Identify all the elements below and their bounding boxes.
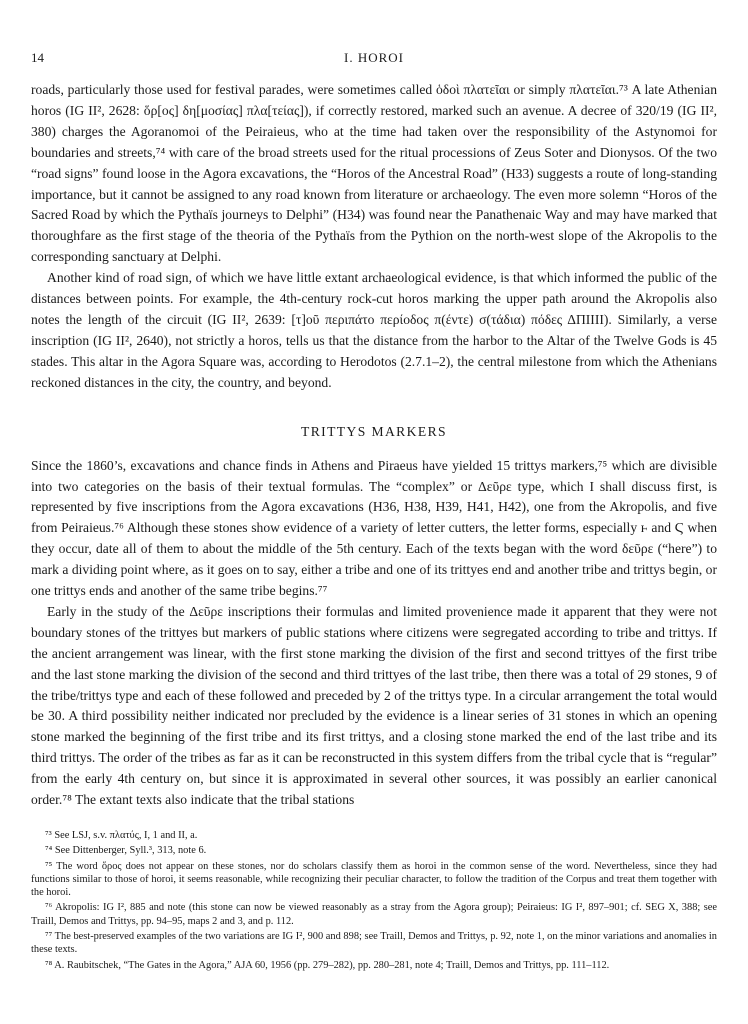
footnote: ⁷⁷ The best-preserved examples of the two variations are IG I², 900 and 898; see Traill, Demos and Trittys, p. 92, note 1, on the minor variations and anomalies in these texts. [31, 931, 717, 956]
footnote: ⁷⁸ A. Raubitschek, “The Gates in the Agora,” AJA 60, 1956 (pp. 279–282), pp. 280–281, note 4; Traill, Demos and Trittys, pp. 111–112. [45, 959, 610, 971]
footnote: ⁷⁶ Akropolis: IG I², 885 and note (this stone can now be viewed reasonably as a stray from the Agora group); Peiraieus: IG I², 897–901; cf. SEG X, 388; see Traill, Demos and Trittys, pp. 94–95, maps 2 and 3, and p. 112. [31, 902, 717, 927]
page-number: 14 [31, 50, 44, 65]
footnote: ⁷⁵ The word ὅρος does not appear on these stones, nor do scholars classify them as horoi in the common sense of the word. Nevertheless, since they had functions similar to those of horoi, it seems reasonable, while recognizing their peculiar character, to follow the tradition of the Corpus and treat them together with the horoi. [31, 860, 717, 899]
page [31, 50, 717, 972]
paragraph: Another kind of road sign, of which we have little extant archaeological evidence, is that which informed the public of the distances between points. For example, the 4th-century rock-cut horos marking the upper path around the Akropolis also notes the length of the circuit (IG II², 2639: [τ]οῦ περιπάτο περίοδος π(έντε) σ(τάδια) πόδες ΔΠIIII). Similarly, a verse inscription (IG II², 2640), not strictly a horos, tells us that the distance from the harbor to the Altar of the Twelve Gods is 45 stades. This altar in the Agora Square was, according to Herodotos (2.7.1–2), the central milestone from which the Athenians reckoned distances in the city, the country, and beyond. [31, 270, 717, 390]
paragraph: roads, particularly those used for festival parades, were sometimes called ὁδοὶ πλατεῖαι or simply πλατεῖαι.⁷³ A late Athenian horos (IG II², 2628: ὅρ[ος] δη[μοσίας] πλα[τείας]), if correctly restored, marked such an avenue. A decree of 320/19 (IG II², 380) charges the Agoranomoi of the Peiraieus, who at the time had taken over the responsibility of the Astynomoi for boundaries and streets,⁷⁴ with care of the broad streets used for the ritual processions of Zeus Soter and Dionysos. Of the two “road signs” found loose in the Agora excavations, the “Horos of the Ancestral Road” (H33) suggests a route of long-standing importance, but it cannot be assigned to any road known from literature or archaeology. The even more solemn “Horos of the Sacred Road by which the Pythaïs journeys to Delphi” (H34) was found near the Panathenaic Way and may have marked that thoroughfare as the first stage of the theoria of the Pythaïs from the Pythion on the north-west slope of the Akropolis to the corresponding sanctuary at Delphi. [31, 82, 717, 265]
body-text [31, 80, 717, 811]
footnote: ⁷⁴ See Dittenberger, Syll.³, 313, note 6. [45, 845, 207, 857]
footnotes [31, 829, 717, 972]
paragraph: Since the 1860’s, excavations and chance finds in Athens and Piraeus have yielded 15 trittys markers,⁷⁵ which are divisible into two categories on the basis of their textual formulas. The “complex” or Δεῦρε type, which I shall discuss first, is represented by five inscriptions from the Agora excavations (H36, H38, H39, H41, H42), one from the Akropolis, and five from Peiraieus.⁷⁶ Although these stones show evidence of a variety of letter cutters, the letter forms, especially ⱶ and Ϛ when they occur, date all of them to about the middle of the 5th century. Each of the texts began with the word δεῦρε (“here”) to mark a dividing point where, as it goes on to say, either a tribe and one of its trittyes end and another tribe and trittys begin, or one trittys ends and another of the same tribe begins.⁷⁷ [31, 457, 717, 599]
running-head [31, 50, 717, 68]
section-heading: TRITTYS MARKERS [301, 423, 447, 439]
paragraph: Early in the study of the Δεῦρε inscriptions their formulas and limited provenience made it apparent that they were not boundary stones of the trittyes but markers of public stations where citizens were segregated according to tribe and trittys. If the ancient arrangement was linear, with the first stone marking the division of the first and second trittyes of the first tribe and the last stone marking the division of the second and third trittyes of the last tribe, then there was a total of 29 stones, 9 of the tribe/trittys type and each of these followed and preceded by 2 of the trittys type. In a circular arrangement the total would be 30. A third possibility neither indicated nor precluded by the evidence is a linear series of 31 stones in which an opening stone marked the beginning of the first tribe and its first trittys, and a closing stone marked the end of the last tribe and its third trittys. The order of the tribes as far as it can be reconstructed in this system differs from the tribal cycle that is “regular” from the early 4th century on, but since it is approximated in several other sources, it was possibly an earlier canonical order.⁷⁸ The extant texts also indicate that the tribal stations [31, 603, 717, 808]
running-title: I. HOROI [344, 50, 404, 65]
footnote: ⁷³ See LSJ, s.v. πλατύς, I, 1 and II, a. [45, 830, 198, 841]
